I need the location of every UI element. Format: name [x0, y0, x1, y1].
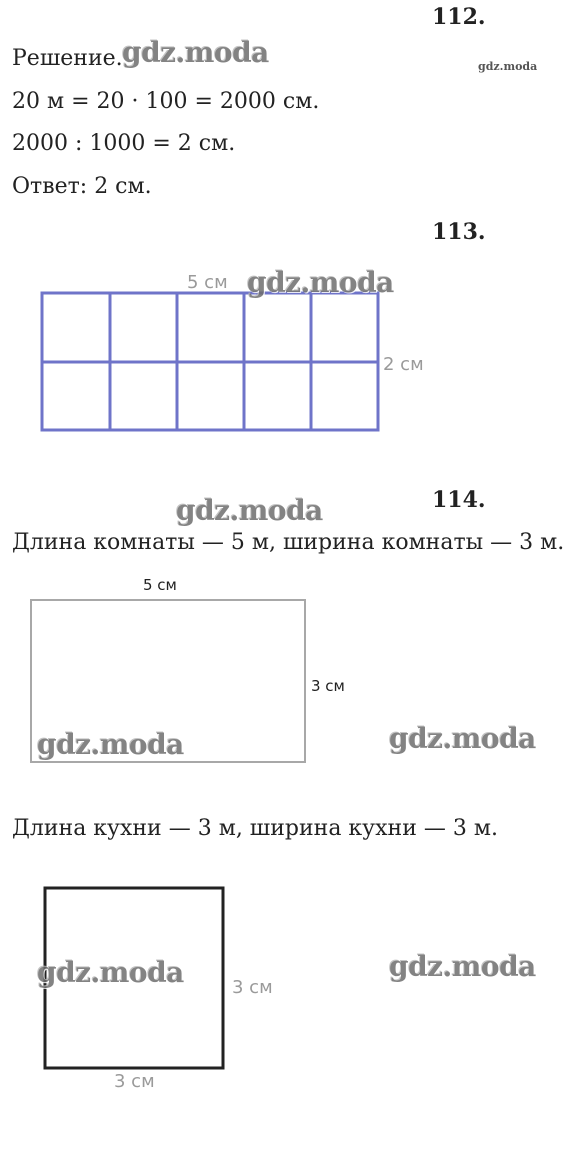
- solution-heading: Решение.: [12, 46, 123, 71]
- watermark: gdz.moda: [37, 728, 184, 761]
- watermark: gdz.moda: [37, 956, 184, 989]
- grid-height-label: 2 см: [383, 354, 424, 375]
- solution-line-2: 2000 : 1000 = 2 см.: [12, 131, 236, 156]
- grid-rectangle: [42, 293, 378, 430]
- watermark: gdz.moda: [247, 266, 394, 299]
- task-114-number: 114.: [432, 487, 486, 513]
- grid-width-label: 5 см: [187, 272, 228, 293]
- room-width-label: 5 см: [143, 576, 177, 594]
- task-113-number: 113.: [432, 219, 486, 245]
- watermark: gdz.moda: [122, 36, 269, 69]
- answer-line: Ответ: 2 см.: [12, 174, 152, 199]
- kitchen-dimensions-text: Длина кухни — 3 м, ширина кухни — 3 м.: [12, 816, 498, 841]
- solution-line-1: 20 м = 20 · 100 = 2000 см.: [12, 89, 320, 114]
- kitchen-side-label: 3 см: [232, 977, 273, 998]
- watermark-small: gdz.moda: [478, 60, 538, 73]
- kitchen-bottom-label: 3 см: [114, 1071, 155, 1092]
- task-112-number: 112.: [432, 4, 486, 30]
- room-dimensions-text: Длина комнаты — 5 м, ширина комнаты — 3 м.: [12, 530, 565, 555]
- watermark: gdz.moda: [176, 494, 323, 527]
- watermark: gdz.moda: [389, 722, 536, 755]
- watermark: gdz.moda: [389, 950, 536, 983]
- room-height-label: 3 см: [311, 677, 345, 695]
